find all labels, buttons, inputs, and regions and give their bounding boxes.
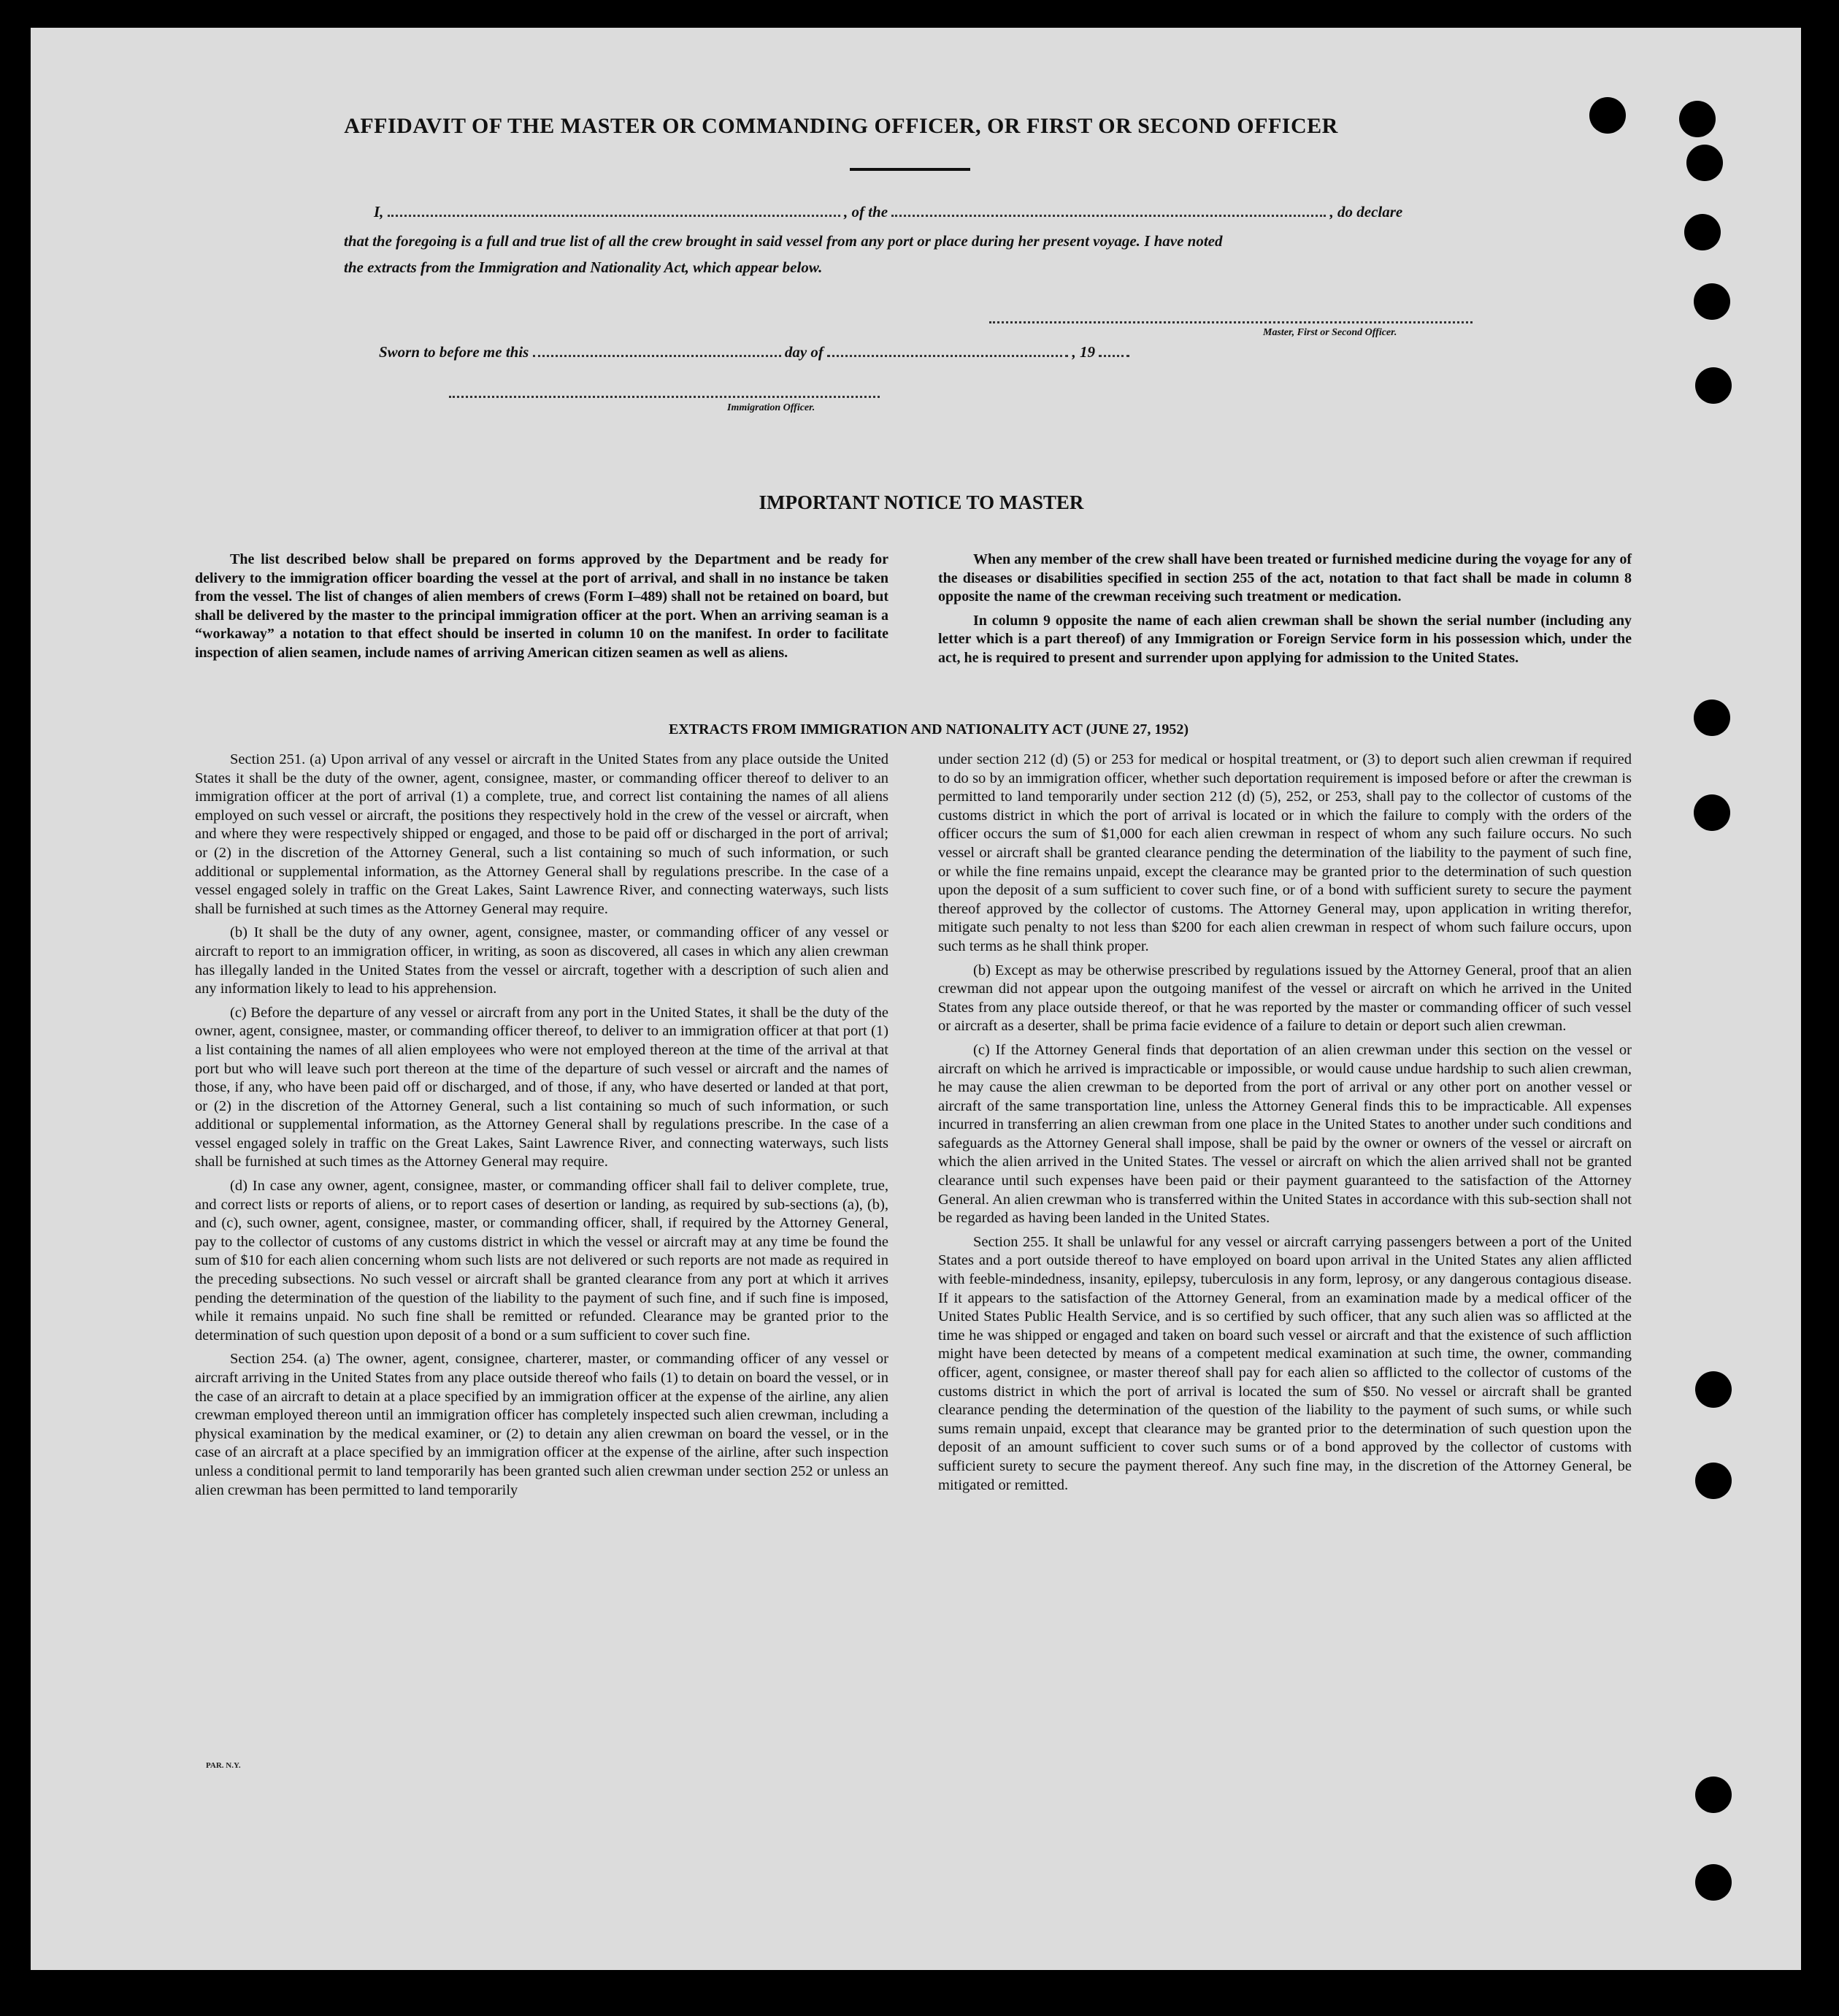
binder-hole — [1694, 283, 1730, 320]
extract-paragraph: (b) It shall be the duty of any owner, agent, consignee, master, or commanding officer of any vessel or aircraft to report to an immigration officer, in writing, as soon as discovered, all cases in which any alien crewman has illegally landed in the United States from the vessel or aircraft, together with a description of such alien and any information likely to lead to his apprehension. — [195, 924, 888, 997]
binder-hole — [1695, 1777, 1732, 1813]
declaration-line-2: that the foregoing is a full and true list of all the crew brought in said vessel from any port or place during her present voyage. I have noted — [344, 232, 1223, 250]
binder-hole — [1684, 214, 1721, 250]
master-signature-label: Master, First or Second Officer. — [1263, 327, 1397, 338]
binder-hole — [1679, 101, 1716, 137]
extracts-right-column — [938, 751, 1632, 1500]
extract-paragraph: (c) Before the departure of any vessel or aircraft from any port in the United States, it shall be the duty of the owner, agent, consignee, master, or commanding officer thereof, to deliver to an immigration officer at that port (1) a list containing the names of all alien employees who were not employed thereon at the time of the arrival at that port but who will leave such port thereon at the time of the departure of such vessel or aircraft and the names of those, if any, who have been paid off or discharged, and of those, if any, who have deserted or landed at that port, or (2) in the discretion of the Attorney General, such a list containing so much of such information, or such additional or supplemental information, as the Attorney General shall by regulations prescribe. In the case of a vessel engaged solely in traffic on the Great Lakes, Saint Lawrence River, and connecting waterways, such lists shall be furnished at such times as the Attorney General may require. — [195, 1004, 888, 1170]
binder-hole — [1694, 794, 1730, 831]
of-the-label: , of the — [843, 203, 888, 221]
extract-paragraph: Section 255. It shall be unlawful for any vessel or aircraft carrying passengers between a port of the United States and a port outside thereof to have employed on board upon arrival in the United States any alien afflicted with feeble-mindedness, insanity, epilepsy, tuberculosis in any form, leprosy, or any dangerous contagious disease. If it appears to the satisfaction of the Attorney General, from an examination made by a medical officer of the United States Public Health Service, and is so certified by such officer, that any such alien was so afflicted at the time he was shipped or engaged and taken on board such vessel or aircraft and that the existence of such affliction might have been detected by means of a competent medical examination at such time, the owner, commanding officer, agent, consignee, or master thereof shall pay for each alien so afflicted to the collector of customs of the customs district in which the port of arrival is located the sum of $50. No vessel or aircraft shall be granted clearance pending the determination of the question of the liability to the payment of such sums, or while such sums remain unpaid, except that clearance may be granted prior to the determination of such question upon the deposit of an amount sufficient to cover such sums or of a bond approved by the collector of customs with sufficient surety to secure the payment thereof. Any such fine may, in the discretion of the Attorney General, be mitigated or remitted. — [938, 1233, 1632, 1493]
day-of-label: day of — [784, 343, 823, 361]
name-field[interactable] — [388, 213, 840, 217]
extract-paragraph: under section 212 (d) (5) or 253 for medical or hospital treatment, or (3) to deport such alien crewman if required to do so by an immigration officer, whether such deportation requirement is imposed before or after the crewman is permitted to land temporarily under section 212 (d) (5), 252, or 253, shall pay to the collector of customs of the customs district in which the port of arrival is located or in which the failure to comply with the orders of the officer occurs the sum of $1,000 for each alien crewman in respect of whom any such failure occurs. No such vessel or aircraft shall be granted clearance pending the determination of the liability to the payment of such fine, or while the fine remains unpaid, except the clearance may be granted prior to the determination of such question upon the deposit of a sum sufficient to cover such fine, or of a bond with sufficient surety to secure the payment thereof approved by the collector of customs. The Attorney General may, upon application in writing therefor, mitigate such penalty to not less than $200 for each alien crewman in respect of whom such failure occurs, upon such terms as he shall think proper. — [938, 751, 1632, 954]
title-rule — [850, 168, 970, 171]
notice-paragraph: When any member of the crew shall have been treated or furnished medicine during the voyage for any of the diseases or disabilities specified in section 255 of the act, notation to that fact shall be made in column 8 opposite the name of the crewman receiving such treatment or medication. — [938, 551, 1632, 605]
binder-hole — [1695, 1463, 1732, 1499]
declaration-line-3: the extracts from the Immigration and Nationality Act, which appear below. — [344, 258, 823, 276]
extracts-title: EXTRACTS FROM IMMIGRATION AND NATIONALITY ACT (JUNE 27, 1952) — [668, 721, 1189, 737]
binder-hole — [1695, 1371, 1732, 1408]
affidavit-title: AFFIDAVIT OF THE MASTER OR COMMANDING OFFICER, OR FIRST OR SECOND OFFICER — [344, 114, 1338, 138]
binder-hole — [1695, 1864, 1732, 1901]
sworn-label: Sworn to before me this — [379, 343, 529, 361]
extract-paragraph: (d) In case any owner, agent, consignee, master, or commanding officer shall fail to deliver complete, true, and correct lists or reports of aliens, or to report cases of desertion or landing, as required by sub-sections (a), (b), and (c), such owner, agent, consignee, master, or commanding officer, shall, if required by the Attorney General, pay to the collector of customs of any customs district in which the vessel or aircraft may at any time be found the sum of $10 for each alien concerning whom such lists are not delivered or such reports are not made as required in the preceding subsections. No such vessel or aircraft shall be granted clearance from any port at which it arrives pending the determination of the question of the liability to the payment of such fine, and if such fine is imposed, while it remains unpaid. No such fine shall be remitted or refunded. Clearance may be granted prior to the determination of such question upon deposit of a bond or a sum sufficient to cover such fine. — [195, 1178, 888, 1344]
notice-right-column — [938, 551, 1632, 673]
extract-paragraph: (c) If the Attorney General finds that deportation of an alien crewman under this section on the vessel or aircraft on which he arrived is impracticable or impossible, or would cause undue hardship to such alien crewman, he may cause the alien crewman to be deported from the port of arrival or any other port on another vessel or aircraft of the same transportation line, unless the Attorney General finds this to be impracticable. All expenses incurred in transferring an alien crewman from one place in the United States to another under such conditions and safeguards as the Attorney General shall impose, shall be paid by the owner or owners of the vessel or aircraft on which the alien arrived in the United States. The vessel or aircraft on which the alien arrived shall not be granted clearance until such expenses have been paid or their payment guaranteed to the satisfaction of the Attorney General. An alien crewman who is transferred within the United States in accordance with this sub-section shall not be regarded as having been landed in the United States. — [938, 1041, 1632, 1227]
year-prefix: , 19 — [1072, 343, 1095, 361]
extract-paragraph: Section 254. (a) The owner, agent, consignee, charterer, master, or commanding officer of any vessel or aircraft arriving in the United States from any place outside thereof who fails (1) to detain on board the vessel, or in the case of an aircraft to detain at a place specified by an immigration officer at the expense of the airline, any alien crewman employed thereon until an immigration officer has completely inspected such alien crewman, including a physical examination by the medical examiner, or (2) to detain any alien crewman on board the vessel, or in the case of an aircraft at a place specified by an immigration officer at the expense of the airline, after such inspection unless a conditional permit to land temporarily has been granted such alien crewman under section 252 or unless an alien crewman has been permitted to land temporarily — [195, 1351, 888, 1498]
i-label: I, — [374, 203, 384, 221]
notice-title: IMPORTANT NOTICE TO MASTER — [759, 491, 1084, 513]
sworn-line — [379, 343, 1129, 361]
binder-hole — [1686, 145, 1723, 181]
binder-hole — [1695, 367, 1732, 404]
sworn-day-field[interactable] — [533, 353, 781, 357]
vessel-field[interactable] — [891, 213, 1326, 217]
sworn-year-field[interactable] — [1099, 353, 1129, 357]
printer-mark: PAR. N.Y. — [206, 1761, 241, 1770]
master-signature-line[interactable] — [989, 321, 1473, 323]
extract-paragraph: (b) Except as may be otherwise prescribed by regulations issued by the Attorney General, proof that an alien crewman did not appear upon the outgoing manifest of the vessel or aircraft on which he arrived in the United States from any place outside thereof, or that he was reported by the master or commanding officer of such vessel or aircraft as a deserter, shall be prima facie evidence of a failure to detain or deport such alien crewman. — [938, 962, 1632, 1035]
notice-paragraph: In column 9 opposite the name of each alien crewman shall be shown the serial number (including any letter which is a part thereof) of any Immigration or Foreign Service form in his possession which, under the act, he is required to present and surrender upon applying for admission to the United States. — [938, 612, 1632, 666]
notice-paragraph: The list described below shall be prepared on forms approved by the Department and be ready for delivery to the immigration officer boarding the vessel at the port of arrival, and shall in no instance be taken from the vessel. The list of changes of alien members of crews (Form I–489) shall not be retained on board, but shall be delivered by the master to the principal immigration officer at the port. When an arriving seaman is a “workaway” a notation to that effect should be inserted in column 10 on the manifest. In order to facilitate inspection of alien seamen, include names of arriving American citizen seamen as well as aliens. — [195, 551, 888, 661]
extracts-left-column — [195, 751, 888, 1505]
officer-signature-label: Immigration Officer. — [727, 402, 815, 413]
extract-paragraph: Section 251. (a) Upon arrival of any vessel or aircraft in the United States from any place outside the United States it shall be the duty of the owner, agent, consignee, master, or commanding officer thereof to deliver to an immigration officer at the port of arrival (1) a complete, true, and correct list containing the names of all aliens employed on such vessel or aircraft, the positions they respectively hold in the crew of the vessel or aircraft, when and where they were respectively shipped or engaged, and those to be paid off or discharged in the port of arrival; or (2) in the discretion of the Attorney General, such a list containing so much of such information, or such additional or supplemental information, as the Attorney General shall by regulations prescribe. In the case of a vessel engaged solely in traffic on the Great Lakes, Saint Lawrence River, and connecting waterways, such lists shall be furnished at such times as the Attorney General may require. — [195, 751, 888, 917]
sworn-month-field[interactable] — [827, 353, 1068, 357]
declaration-line-1 — [374, 203, 1402, 221]
do-declare-label: , do declare — [1329, 203, 1403, 221]
notice-left-column — [195, 551, 888, 668]
officer-signature-line[interactable] — [449, 396, 880, 398]
document-page — [31, 28, 1801, 1970]
